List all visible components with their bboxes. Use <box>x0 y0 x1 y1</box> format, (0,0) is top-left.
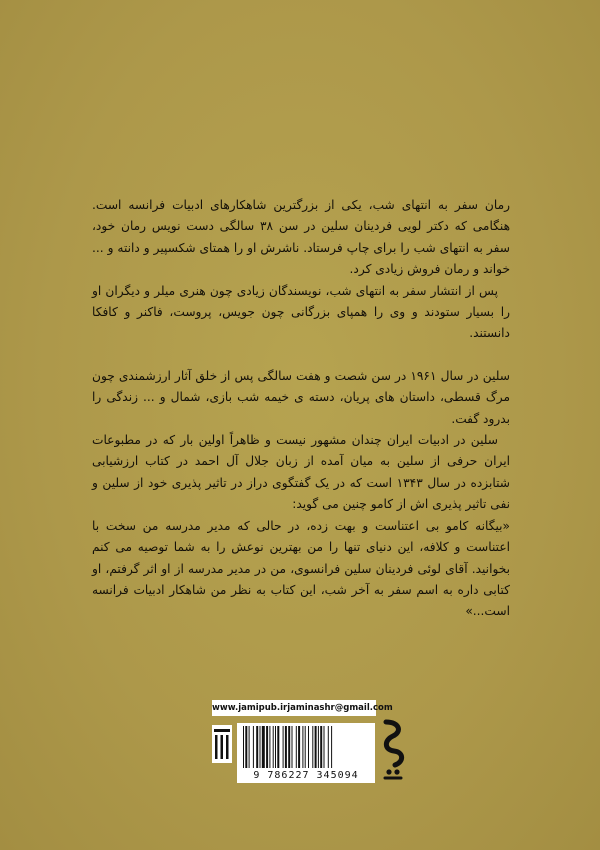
barcode-bar <box>249 726 250 768</box>
barcode-bar <box>245 726 247 768</box>
barcode-bar <box>320 726 322 768</box>
p1-line-4: رمان فروش زیادی کرد. <box>349 262 470 277</box>
barcode-bar <box>312 726 313 768</box>
paragraph-1 <box>92 195 510 281</box>
p3-line-1: سلین در سال ۱۹۶۱ در سن شصت و هفت سالگی پس از خلق آثار ارزشمندی <box>118 368 510 383</box>
barcode-bar <box>315 726 317 768</box>
p4-line-4: اش از کامو چنین می گوید: <box>292 497 429 512</box>
contact-bar <box>212 700 393 716</box>
publisher-emblem-icon <box>212 725 232 763</box>
p4-line-1: سلین در ادبیات ایران چندان مشهور نیست و ظاهراً اولین بار که در مطبوعات ایران <box>92 433 510 469</box>
barcode-bar <box>256 726 258 768</box>
p5-line-4: سفر به آخر شب، این کتاب به نظر من شاهکار ادبیات فرانسه است...» <box>92 582 510 619</box>
barcode-bar <box>269 726 270 768</box>
isbn-barcode <box>237 723 375 783</box>
barcode-bar <box>275 726 276 768</box>
publisher-email: jaminashr@gmail.com <box>287 703 393 713</box>
barcode-bar <box>324 726 325 768</box>
barcode-bar <box>308 726 309 768</box>
paragraph-3 <box>92 366 510 430</box>
p2-line-1: پس از انتشار سفر به انتهای شب، نویسندگان زیادی چون هنری میلر و دیگران او را <box>92 283 510 320</box>
p1-line-2: که دکتر لویی فردینان سلین در سن ۳۸ سالگی دست نویس رمان خود، سفر به <box>92 219 511 255</box>
barcode-bar <box>305 726 306 768</box>
p5-line-3: لوئی فردینان سلین فرانسوی، من در مدیر مدرسه از او اثر گرفتم، او کتابی داره به اسم <box>92 561 510 597</box>
barcode-bar <box>328 726 329 768</box>
p1-line-1: رمان سفر به انتهای شب، یکی از بزرگترین شاهکارهای ادبیات فرانسه است. هنگامی <box>92 198 511 234</box>
barcode-bar <box>262 726 265 768</box>
barcode-bar <box>260 726 261 768</box>
blurb-text <box>92 195 510 623</box>
barcode-bar <box>277 726 279 768</box>
publisher-website: www.jamipub.ir <box>212 703 288 713</box>
p4-line-3: ۱۳۴۳ است که در یک گفتگوی دراز در تاثیر پذیری خود از سلین و نفی تاثیر پذیری <box>92 475 510 512</box>
p1-line-3: انتهای شب را برای چاپ فرستاد. ناشرش او را همتای شکسپیر و دانته و ... خواند و <box>92 240 510 277</box>
barcode-bar <box>266 726 268 768</box>
isbn-number: 9 786227 345094 <box>253 770 359 781</box>
p2-line-2: بسیار ستودند و وی را همپای بزرگانی چون جویس، پروست، فاکنر و کافکا دانستند. <box>92 305 510 341</box>
paragraph-gap <box>92 345 510 366</box>
paragraph-5-quote <box>92 516 510 623</box>
barcode-bar <box>285 726 287 768</box>
jami-logo-icon <box>380 718 406 782</box>
barcode-bar <box>296 726 297 768</box>
paragraph-2 <box>92 281 510 345</box>
barcode-bars <box>241 726 371 768</box>
barcode-bar <box>283 726 284 768</box>
barcode-bar <box>288 726 290 768</box>
barcode-bar <box>273 726 274 768</box>
paragraph-4 <box>92 430 510 516</box>
barcode-bar <box>243 726 244 768</box>
p3-line-2: چون مرگ قسطی، داستان های پریان، دسته ی خیمه شب بازی، شمال و ... <box>92 368 511 405</box>
barcode-bar <box>318 726 319 768</box>
barcode-bar <box>292 726 293 768</box>
barcode-bar <box>302 726 303 768</box>
p4-line-2: حرفی از سلین به میان آمده از زبان جلال آل احمد در کتاب ارزشیابی شتابزده در سال <box>92 454 511 490</box>
p3-line-3: زندگی را بدرود گفت. <box>92 390 510 426</box>
barcode-bar <box>331 726 332 768</box>
barcode-bar <box>253 726 254 768</box>
p5-line-1: «بیگانه کامو بی اعتناست و بهت زده، در حالی که مدیر مدرسه من سخت با اعتناست <box>92 518 510 555</box>
barcode-bar <box>298 726 300 768</box>
p5-line-2: و کلافه، این دنیای تنها را من بهترین نوعش را به شما توصیه می کنم بخوانید. آقای <box>92 540 511 576</box>
